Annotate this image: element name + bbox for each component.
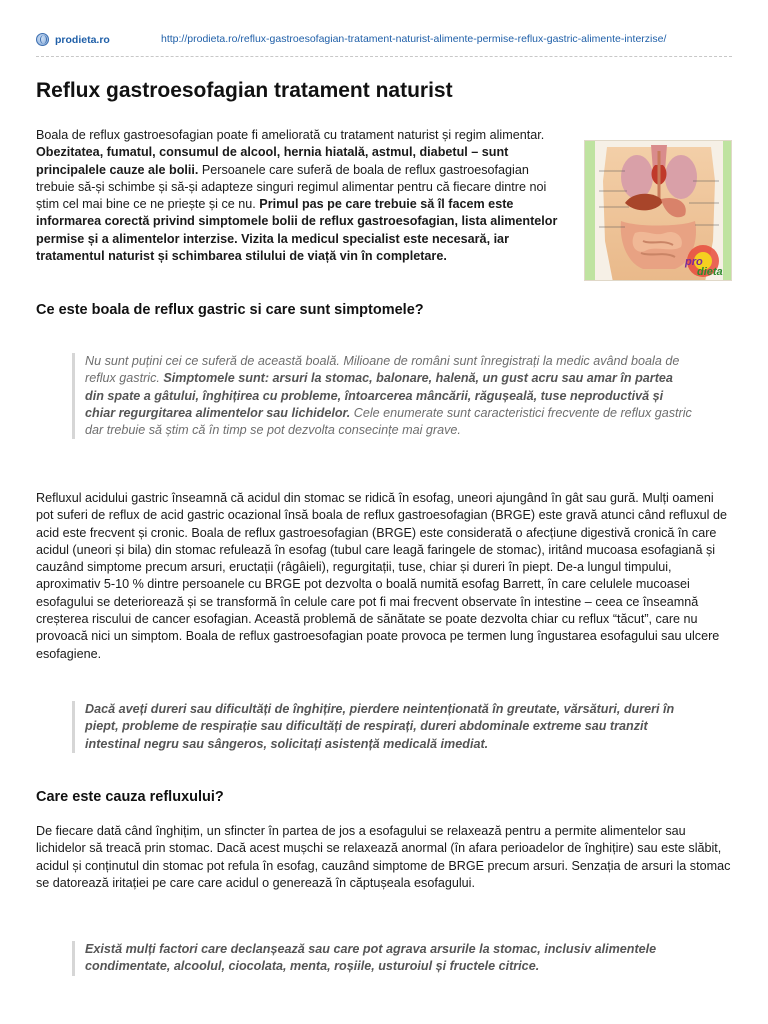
page-header xyxy=(36,33,732,49)
intro-paragraph xyxy=(36,127,566,265)
intro-bold-2: Primul pas pe care trebuie să îl facem este informarea corectă privind simptomele bolii de reflux gastroesofagian, lista alimentelor permise și a alimentelor interzise. Vizita la medicul specialist este necesară, iar tratamentul naturist și schimbarea stilului de viață vin în completare. xyxy=(36,197,558,264)
symptoms-quote-text-1: Nu sunt puțini cei ce suferă de această boală. Milioane de români sunt înregistrați la medic având boala de reflux gastric. xyxy=(85,354,680,386)
article-url-link[interactable]: http://prodieta.ro/reflux-gastroesofagian-tratament-naturist-alimente-permise-reflux-gastric-alimente-interzise/ xyxy=(161,33,667,45)
symptoms-quote xyxy=(72,353,695,439)
intro-text-1: Boala de reflux gastroesofagian poate fi ameliorată cu tratament naturist și regim alimentar. xyxy=(36,128,545,142)
header-divider xyxy=(36,56,732,57)
intro-text-2: Persoanele care suferă de boala de reflux gastroesofagian trebuie să-și schimbe și să-și adapteze singuri regimul alimentar pentru că fiecare dintre noi știm cel mai bine ce ne priește și ce nu. xyxy=(36,162,547,212)
reflux-explanation-paragraph: Refluxul acidului gastric înseamnă că acidul din stomac se ridică în esofag, uneori ajungând în gât sau gură. Mulți oameni pot suferi de reflux de acid gastric ocazional însă boala de reflux gastroesofagian (BRGE) este gravă atunci când refluxul de acid este frecvent și cronic. Boala de reflux gastroesofagian (BRGE) este considerată o afecțiune digestivă cronică în care acidul (uneori și bila) din stomac refulează în esofag (tubul care leagă faringele de stomac), iritând mucoasa esofagiană și cauzând simptome precum arsuri, eructații (râgâieli), regurgitații, tuse, chiar și dureri în piept. De-a lungul timpului, aproximativ 5-10 % dintre persoanele cu BRGE pot dezvolta o boală numită esofag Barrett, în care celulele mucoasei esofagului se deteriorează și se transformă în celule care pot fi mai frecvent observate în intestine – ceea ce înseamnă creșterea riscului de cancer esofagian. Această problemă de sănătate se poate dezvolta chiar cu reflux “tăcut”, care nu provoacă nici un simptom. Boala de reflux gastroesofagian poate provoca pe termen lung îngustarea esofagului sau ulcere esofagiene. xyxy=(36,491,727,661)
watermark-pro: pro xyxy=(685,256,703,268)
globe-icon xyxy=(36,33,49,46)
symptoms-quote-text-2: Cele enumerate sunt caracteristici frecvente de reflux gastric dar trebuie să știm că în timp se pot dezvolta consecințe mai grave. xyxy=(85,405,692,438)
section2-heading: Care este cauza refluxului? xyxy=(36,789,224,805)
article-title: Reflux gastroesofagian tratament naturist xyxy=(36,79,453,102)
intro-bold-1: Obezitatea, fumatul, consumul de alcool, hernia hiatală, astmul, diabetul – sunt principalele cauze ale bolii. xyxy=(36,145,509,177)
cause-paragraph: De fiecare dată când înghițim, un sfincter în partea de jos a esofagului se relaxează pentru a permite alimentelor sau lichidelor să treacă prin stomac. Dacă acest mușchi se relaxează anormal (în afara perioadelor de înghițire) sau este slăbit, acidul și conținutul din stomac pot refula în esofag, cauzând simptome de BRGE precum arsuri. Senzația de arsuri la stomac se datorează iritației pe care care acidul o generează în căptușeala esofagului. xyxy=(36,824,731,890)
site-name: prodieta.ro xyxy=(55,33,110,46)
triggers-quote-text: Există mulți factori care declanșează sau care pot agrava arsurile la stomac, inclusiv alimentele condimentate, alcoolul, ciocolata, menta, roșiile, usturoiul și fructele citrice. xyxy=(85,942,657,974)
section1-heading: Ce este boala de reflux gastric si care sunt simptomele? xyxy=(36,302,424,318)
triggers-quote xyxy=(72,941,695,976)
site-link[interactable] xyxy=(36,33,110,46)
warning-quote-text: Dacă aveți dureri sau dificultăți de înghițire, pierdere neintenționată în greutate, vărsături, dureri în piept, probleme de respirație sau dificultăți de respirați, dureri abdominale extreme sau tranzit intestinal negru sau sângeros, solicitați asistență medicală imediat. xyxy=(85,702,675,751)
digestive-system-illustration xyxy=(584,140,732,281)
watermark-dieta: dieta xyxy=(697,266,723,278)
symptoms-quote-bold: Simptomele sunt: arsuri la stomac, balonare, halenă, un gust acru sau amar în partea din spate a gâtului, înghițirea cu probleme, întoarcerea mâncării, răgușeală, tuse neproductivă și chiar regurgitarea alimentelor sau lichidelor. xyxy=(85,371,673,420)
warning-quote xyxy=(72,701,695,753)
anatomy-figure xyxy=(585,141,732,281)
